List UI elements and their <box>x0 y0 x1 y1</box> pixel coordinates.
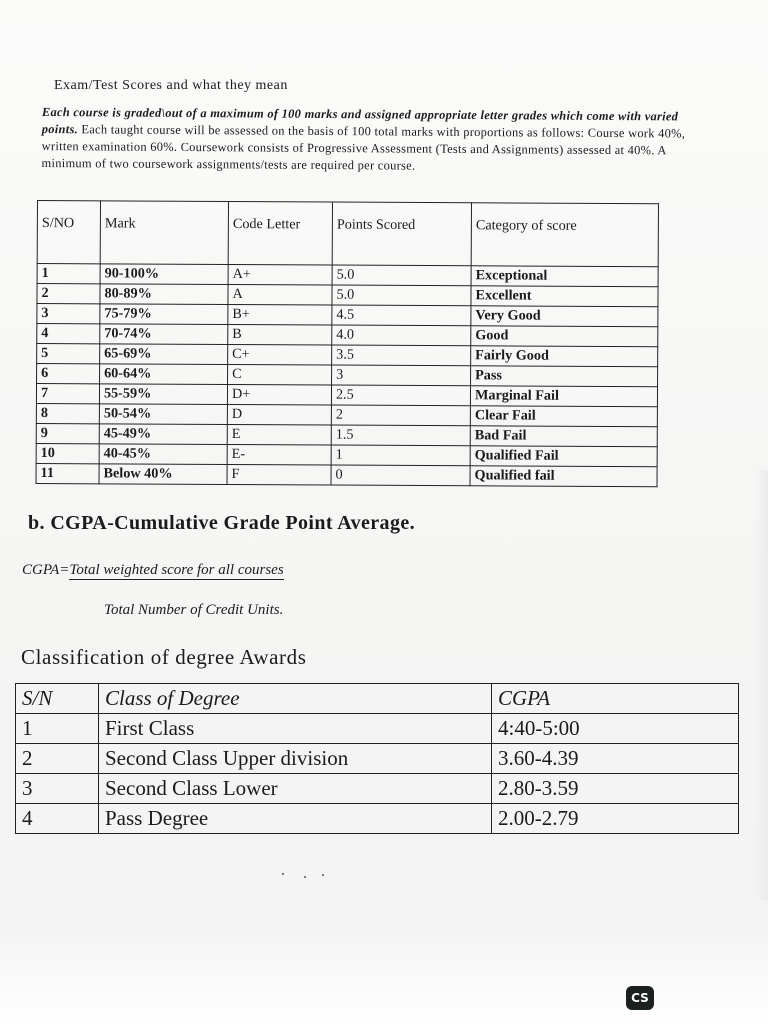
cell-code: C+ <box>228 345 332 366</box>
cell-cgpa: 3.60-4.39 <box>492 744 739 774</box>
cell-sno: 2 <box>37 284 100 304</box>
cell-points: 1.5 <box>331 425 470 446</box>
cell-points: 0 <box>331 465 470 486</box>
scan-speck <box>304 876 306 878</box>
header-category: Category of score <box>471 203 658 267</box>
table-row <box>16 714 739 744</box>
cell-code: E <box>227 424 331 445</box>
cell-sno: 6 <box>37 364 100 384</box>
header-mark: Mark <box>100 201 228 265</box>
cell-sno: 10 <box>36 443 99 463</box>
cell-category: Pass <box>471 366 658 387</box>
cell-code: B <box>228 325 332 346</box>
cell-code: D <box>227 404 331 425</box>
header-points: Points Scored <box>332 202 471 266</box>
cell-points: 4.0 <box>332 325 471 346</box>
cell-sno: 9 <box>36 423 99 443</box>
cell-sno: 3 <box>37 304 100 324</box>
cell-mark: 65-69% <box>100 344 228 365</box>
header-cgpa: CGPA <box>492 684 739 714</box>
table-row <box>36 423 657 446</box>
cell-points: 3.5 <box>332 345 471 366</box>
cell-class: Second Class Upper division <box>99 744 492 774</box>
cgpa-formula-denominator: Total Number of Credit Units. <box>104 602 284 618</box>
intro-lead: Each course is graded\out of a maximum of 100 marks and assigned appropriate letter grades which come with varied points. <box>41 104 679 137</box>
cell-code: F <box>227 464 331 485</box>
cell-points: 2.5 <box>331 385 470 406</box>
cell-category: Qualified fail <box>470 466 657 487</box>
header-code-letter: Code Letter <box>228 202 332 266</box>
table-row <box>36 463 657 486</box>
cell-class: Pass Degree <box>99 804 492 834</box>
cell-mark: 70-74% <box>100 324 228 345</box>
camscanner-logo: CS <box>626 986 654 1010</box>
cell-points: 5.0 <box>332 265 471 286</box>
intro-paragraph <box>42 104 714 177</box>
grades-table <box>36 200 659 487</box>
cell-category: Bad Fail <box>470 426 657 447</box>
cell-mark: 50-54% <box>99 404 227 425</box>
cell-category: Qualified Fail <box>470 446 657 467</box>
scan-speck <box>322 874 324 876</box>
cgpa-heading: b. CGPA-Cumulative Grade Point Average. <box>28 512 416 534</box>
cell-mark: 80-89% <box>100 284 228 305</box>
cell-sno: 1 <box>37 264 100 284</box>
cell-mark: Below 40% <box>99 464 227 485</box>
table-row <box>36 403 657 426</box>
table-row <box>16 744 739 774</box>
cell-sn: 2 <box>16 744 99 774</box>
classification-header-row <box>16 684 739 714</box>
cell-cgpa: 4:40-5:00 <box>492 714 739 744</box>
cell-class: Second Class Lower <box>99 774 492 804</box>
cell-points: 2 <box>331 405 470 426</box>
table-row <box>37 344 658 367</box>
cell-sn: 4 <box>16 804 99 834</box>
cell-sn: 1 <box>16 714 99 744</box>
cell-sno: 5 <box>37 344 100 364</box>
cell-category: Good <box>471 326 658 347</box>
table-row <box>36 384 657 407</box>
cell-mark: 90-100% <box>100 264 228 285</box>
cell-code: A <box>228 285 332 306</box>
cell-mark: 55-59% <box>99 384 227 405</box>
table-row <box>16 804 739 834</box>
section-heading: Exam/Test Scores and what they mean <box>54 78 288 93</box>
cell-mark: 60-64% <box>100 364 228 385</box>
scan-speck <box>282 873 284 875</box>
header-class-of-degree: Class of Degree <box>99 684 492 714</box>
cell-mark: 40-45% <box>99 444 227 465</box>
cell-sno: 4 <box>37 324 100 344</box>
table-row <box>16 774 739 804</box>
header-sn: S/N <box>16 684 99 714</box>
cell-code: D+ <box>227 385 331 406</box>
table-row <box>37 284 658 307</box>
grades-header-row <box>37 201 658 267</box>
cell-category: Excellent <box>471 286 658 307</box>
cell-category: Fairly Good <box>471 346 658 367</box>
cell-category: Clear Fail <box>470 406 657 427</box>
table-row <box>37 364 658 387</box>
cell-sn: 3 <box>16 774 99 804</box>
table-row <box>36 443 657 466</box>
cell-sno: 11 <box>36 463 99 483</box>
cell-points: 4.5 <box>332 305 471 326</box>
cell-category: Very Good <box>471 306 658 327</box>
cell-points: 1 <box>331 445 470 466</box>
cell-code: E- <box>227 444 331 465</box>
cell-cgpa: 2.80-3.59 <box>492 774 739 804</box>
cell-class: First Class <box>99 714 492 744</box>
cell-code: A+ <box>228 265 332 286</box>
table-row <box>37 304 658 327</box>
cell-mark: 75-79% <box>100 304 228 325</box>
cell-sno: 8 <box>36 403 99 423</box>
cell-cgpa: 2.00-2.79 <box>492 804 739 834</box>
intro-body: Each taught course will be assessed on the basis of 100 total marks with proportions as follows: Course work 40%, written examination 60%. Coursework consists of Progressive Assessment (Tests and Assignments) assessed at 40%. A minimum of two coursework assignments/tests are required per course. <box>41 122 686 173</box>
cgpa-numerator-text: Total weighted score for all courses <box>69 562 284 578</box>
cell-points: 3 <box>332 365 471 386</box>
cell-code: C <box>228 365 332 386</box>
cell-code: B+ <box>228 305 332 326</box>
cell-mark: 45-49% <box>99 424 227 445</box>
table-row <box>37 264 658 287</box>
cell-category: Marginal Fail <box>470 386 657 407</box>
scan-shadow-edge <box>754 470 768 900</box>
header-sno: S/NO <box>37 201 100 264</box>
cell-sno: 7 <box>36 384 99 404</box>
cgpa-formula-numerator <box>22 562 284 579</box>
table-row <box>37 324 658 347</box>
classification-heading: Classification of degree Awards <box>21 645 307 669</box>
cell-category: Exceptional <box>471 266 658 287</box>
cgpa-formula-prefix: CGPA= <box>22 562 70 578</box>
cell-points: 5.0 <box>332 285 471 306</box>
classification-table <box>15 683 739 834</box>
